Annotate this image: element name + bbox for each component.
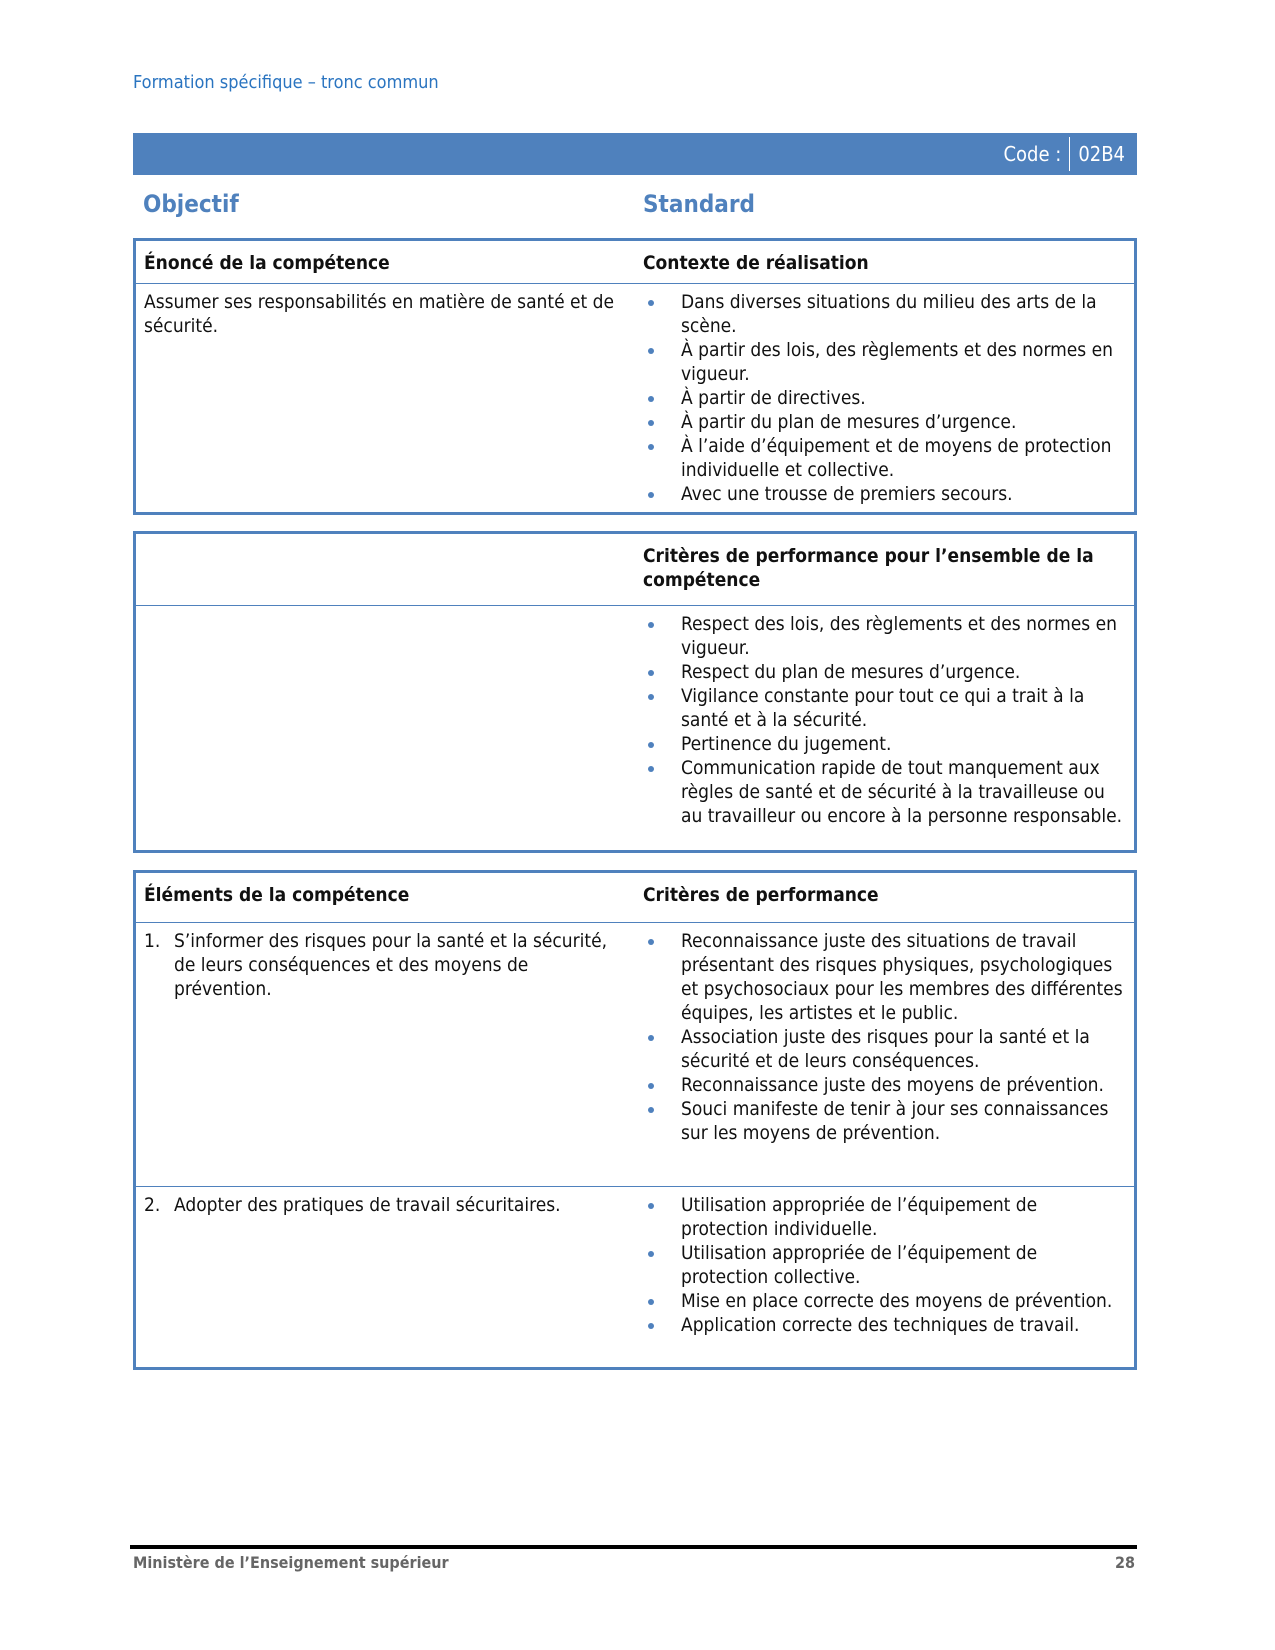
- col-head: Énoncé de la compétence: [135, 240, 636, 284]
- list-item: Association juste des risques pour la santé et la sécurité et de leurs conséquences.: [643, 1025, 1126, 1073]
- list-item: Dans diverses situations du milieu des arts de la scène.: [643, 290, 1126, 338]
- competence-statement: Assumer ses responsabilités en matière de santé et de sécurité.: [144, 291, 615, 337]
- element-text: S’informer des risques pour la santé et la sécurité, de leurs conséquences et des moyens de prévention.: [174, 929, 608, 1000]
- col-head: Éléments de la compétence: [135, 872, 636, 923]
- context-list: [643, 290, 1126, 506]
- list-item: Avec une trousse de premiers secours.: [643, 482, 1126, 506]
- list-item: À partir de directives.: [643, 386, 1126, 410]
- criteria-list: [643, 929, 1126, 1145]
- section-standard: Standard: [643, 190, 755, 218]
- elements-table: [133, 870, 1137, 1370]
- code-bar: [133, 133, 1137, 175]
- list-item: Vigilance constante pour tout ce qui a trait à la santé et à la sécurité.: [643, 684, 1126, 732]
- list-item: Respect du plan de mesures d’urgence.: [643, 660, 1126, 684]
- criteria-list: [643, 612, 1126, 828]
- empty-cell: [135, 533, 636, 606]
- list-item: À partir des lois, des règlements et des normes en vigueur.: [643, 338, 1126, 386]
- list-item: Application correcte des techniques de travail.: [643, 1313, 1126, 1337]
- list-item: Souci manifeste de tenir à jour ses connaissances sur les moyens de prévention.: [643, 1097, 1126, 1145]
- competence-table: [133, 238, 1137, 515]
- running-header: Formation spécifique – tronc commun: [133, 72, 439, 93]
- section-objectif: Objectif: [143, 190, 239, 218]
- code-label: Code :: [1003, 142, 1062, 166]
- col-head: Critères de performance pour l’ensemble de la compétence: [635, 533, 1136, 606]
- list-item: Mise en place correcte des moyens de prévention.: [643, 1289, 1126, 1313]
- element-number: 2.: [144, 1193, 161, 1216]
- table-row: [135, 1186, 1136, 1368]
- table-row: [135, 922, 1136, 1186]
- element-item: [144, 929, 627, 1001]
- footer-ministry: Ministère de l’Enseignement supérieur: [133, 1553, 449, 1572]
- list-item: Utilisation appropriée de l’équipement de protection collective.: [643, 1241, 1126, 1289]
- element-text: Adopter des pratiques de travail sécuritaires.: [174, 1193, 561, 1216]
- list-item: Communication rapide de tout manquement aux règles de santé et de sécurité à la travailleuse ou au travailleur ou encore à la personne responsable.: [643, 756, 1126, 828]
- list-item: Reconnaissance juste des situations de travail présentant des risques physiques, psychologiques et psychosociaux pour les membres des différentes équipes, les artistes et le public.: [643, 929, 1126, 1025]
- list-item: Respect des lois, des règlements et des normes en vigueur.: [643, 612, 1126, 660]
- criteria-list: [643, 1193, 1126, 1337]
- element-number: 1.: [144, 929, 161, 952]
- list-item: À l’aide d’équipement et de moyens de protection individuelle et collective.: [643, 434, 1126, 482]
- footer-rule: [130, 1545, 1137, 1549]
- col-head: Critères de performance: [635, 872, 1136, 923]
- code-value: 02B4: [1078, 142, 1125, 166]
- list-item: Reconnaissance juste des moyens de prévention.: [643, 1073, 1126, 1097]
- list-item: Utilisation appropriée de l’équipement de protection individuelle.: [643, 1193, 1126, 1241]
- global-criteria-table: [133, 531, 1137, 853]
- col-head: Contexte de réalisation: [635, 240, 1136, 284]
- code-separator: [1069, 137, 1070, 171]
- list-item: Pertinence du jugement.: [643, 732, 1126, 756]
- list-item: À partir du plan de mesures d’urgence.: [643, 410, 1126, 434]
- empty-cell: [135, 605, 636, 851]
- page-number: 28: [1114, 1553, 1135, 1572]
- element-item: [144, 1193, 627, 1217]
